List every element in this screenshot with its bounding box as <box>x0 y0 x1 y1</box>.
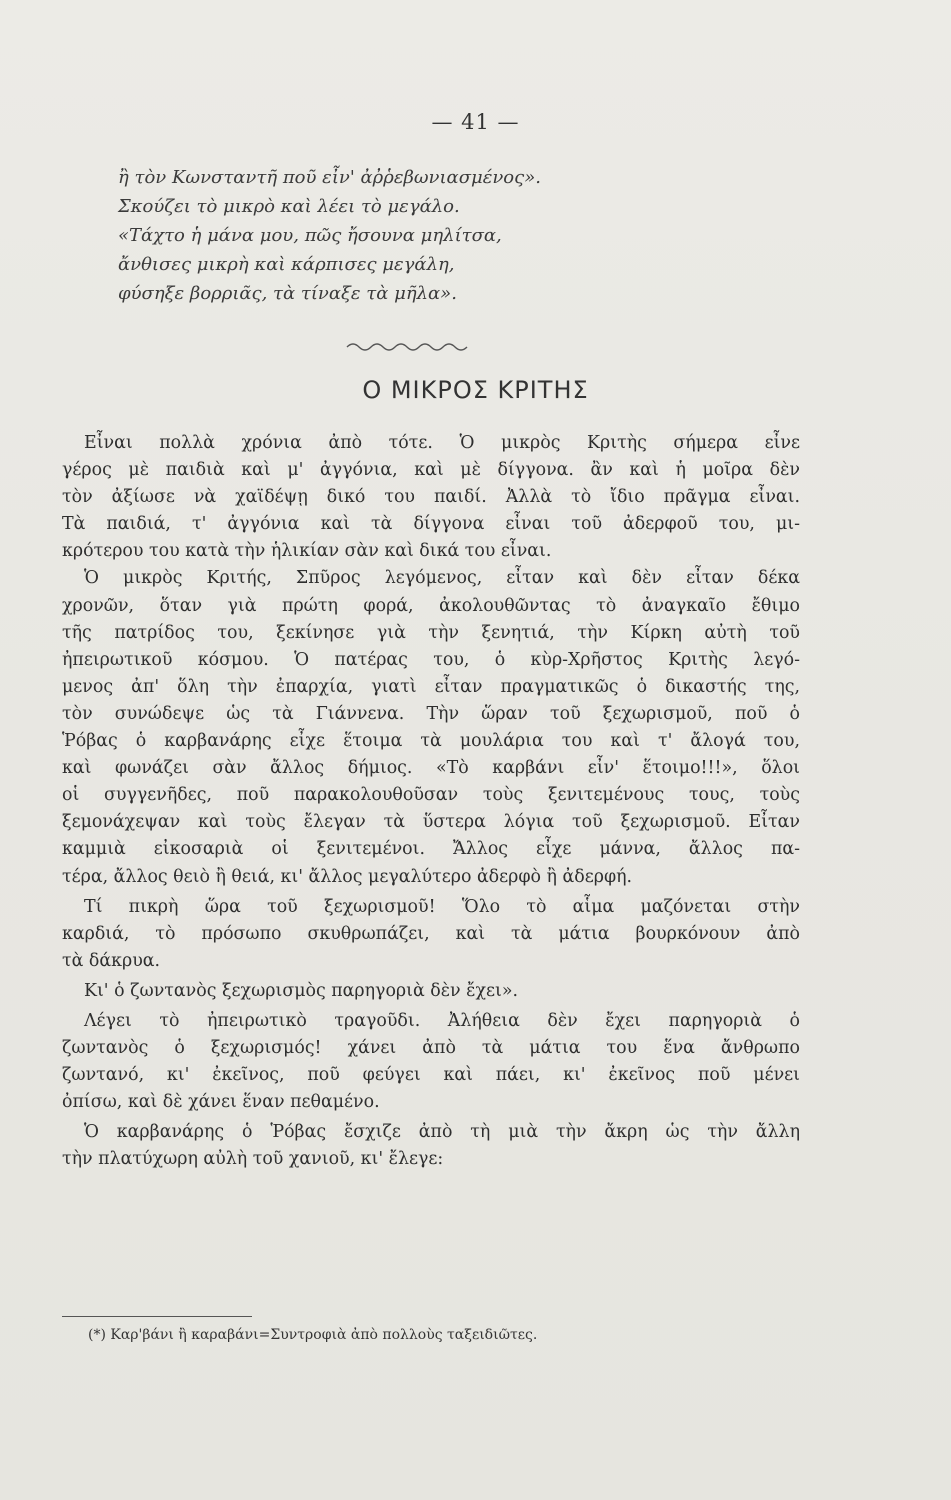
body-text <box>62 430 800 1174</box>
text-line: κρότερου του κατὰ τὴν ἡλικίαν σὰν καὶ δικά του εἶναι. <box>62 541 552 562</box>
text-line: χρονῶν, ὅταν γιὰ πρώτη φορά, ἀκολουθῶντας τὸ ἀναγκαῖο ἔθιμο <box>62 595 800 616</box>
text-line: ὀπίσω, καὶ δὲ χάνει ἕναν πεθαμένο. <box>62 1092 380 1113</box>
text-line: Ὁ καρβανάρης ὁ Ῥόβας ἔσχιζε ἀπὸ τὴ μιὰ τὴν ἄκρη ὡς τὴν ἄλλη <box>84 1122 800 1143</box>
chapter-heading: Ο ΜΙΚΡΟΣ ΚΡΙΤΗΣ <box>362 376 589 404</box>
verse-line: «Τάχτο ἡ μάνα μου, πῶς ἤσουνα μηλίτσα, <box>118 225 502 246</box>
text-line: καρδιά, τὸ πρόσωπο σκυθρωπάζει, καὶ τὰ μάτια βουρκόνουν ἀπὸ <box>62 923 800 944</box>
text-line: μενος ἀπ' ὅλη τὴν ἐπαρχία, γιατὶ εἶταν πραγματικῶς ὁ δικαστής της, <box>62 676 800 697</box>
page-number: — 41 — <box>431 110 520 134</box>
text-line: Ὁ μικρὸς Κριτής, Σπῦρος λεγόμενος, εἶταν καὶ δὲν εἶταν δέκα <box>84 568 800 589</box>
footnote: (*) Καρ'βάνι ἢ καραβάνι=Συντροφιὰ ἀπὸ πολλοὺς ταξειδιῶτες. <box>88 1327 538 1343</box>
text-line: ζωντανὸς ὁ ξεχωρισμός! χάνει ἀπὸ τὰ μάτια του ἕνα ἄνθρωπο <box>62 1038 800 1059</box>
text-line: τὴν πλατύχωρη αὐλὴ τοῦ χανιοῦ, κι' ἔλεγε: <box>62 1149 444 1170</box>
text-line: τῆς πατρίδος του, ξεκίνησε γιὰ τὴν ξενητιά, τὴν Κίρκη αὐτὴ τοῦ <box>62 622 800 643</box>
verse-line: ἄνθισες μικρὴ καὶ κάρπισες μεγάλη, <box>118 254 455 275</box>
text-line: τὸν συνώδεψε ὡς τὰ Γιάννενα. Τὴν ὥραν τοῦ ξεχωρισμοῦ, ποῦ ὁ <box>62 703 800 724</box>
text-line: καμμιὰ εἰκοσαριὰ οἱ ξενιτεμένοι. Ἄλλος εἶχε μάννα, ἄλλος πα- <box>62 839 800 860</box>
footnote-rule <box>62 1316 252 1317</box>
verse-line: φύσηξε βορριᾶς, τὰ τίναξε τὰ μῆλα». <box>118 283 457 304</box>
text-line: καὶ φωνάζει σὰν ἄλλος δήμιος. «Τὸ καρβάνι εἶν' ἕτοιμο!!!», ὅλοι <box>62 758 800 779</box>
text-line: ξεμονάχεψαν καὶ τοὺς ἔλεγαν τὰ ὕστερα λόγια τοῦ ξεχωρισμοῦ. Εἶταν <box>62 812 800 833</box>
verse-line: Σκούζει τὸ μικρὸ καὶ λέει τὸ μεγάλο. <box>118 196 460 217</box>
text-line: Ῥόβας ὁ καρβανάρης εἶχε ἕτοιμα τὰ μουλάρια του καὶ τ' ἄλογά του, <box>62 731 800 752</box>
text-line: τὸν ἀξίωσε νὰ χαϊδέψῃ δικό του παιδί. Ἀλλὰ τὸ ἴδιο πρᾶγμα εἶναι. <box>62 487 800 508</box>
text-line: γέρος μὲ παιδιὰ καὶ μ' ἀγγόνια, καὶ μὲ δίγγονα. ἂν καὶ ἡ μοῖρα δὲν <box>62 460 800 481</box>
text-line: Κι' ὁ ζωντανὸς ξεχωρισμὸς παρηγοριὰ δὲν ἔχει». <box>84 980 518 1001</box>
text-line: ζωντανό, κι' ἐκεῖνος, ποῦ φεύγει καὶ πάει, κι' ἐκεῖνος ποῦ μένει <box>62 1065 800 1086</box>
text-line: Τὰ παιδιά, τ' ἀγγόνια καὶ τὰ δίγγονα εἶναι τοῦ ἀδερφοῦ του, μι- <box>62 514 800 535</box>
text-line: τὰ δάκρυα. <box>62 950 161 971</box>
text-line: Λέγει τὸ ἠπειρωτικὸ τραγοῦδι. Ἀλήθεια δὲν ἔχει παρηγοριὰ ὁ <box>84 1010 800 1031</box>
text-line: οἱ συγγενῆδες, ποῦ παρακολουθοῦσαν τοὺς ξενιτεμένους τους, τοὺς <box>62 785 800 806</box>
text-line: τέρα, ἄλλος θειὸ ἢ θειά, κι' ἄλλος μεγαλύτερο ἀδερφὸ ἢ ἀδερφή. <box>62 866 633 887</box>
text-line: ἠπειρωτικοῦ κόσμου. Ὁ πατέρας του, ὁ κὺρ-Χρῆστος Κριτὴς λεγό- <box>62 649 800 670</box>
verse-block <box>118 163 818 308</box>
verse-line: ἢ τὸν Κωνσταντῆ ποῦ εἶν' ἀῤῥεβωνιασμένος». <box>118 167 541 188</box>
text-line: Εἶναι πολλὰ χρόνια ἀπὸ τότε. Ὁ μικρὸς Κριτὴς σήμερα εἶνε <box>84 433 800 453</box>
wavy-divider-ornament <box>345 340 470 354</box>
text-line: Τί πικρὴ ὥρα τοῦ ξεχωρισμοῦ! Ὅλο τὸ αἷμα μαζόνεται στὴν <box>84 896 800 917</box>
